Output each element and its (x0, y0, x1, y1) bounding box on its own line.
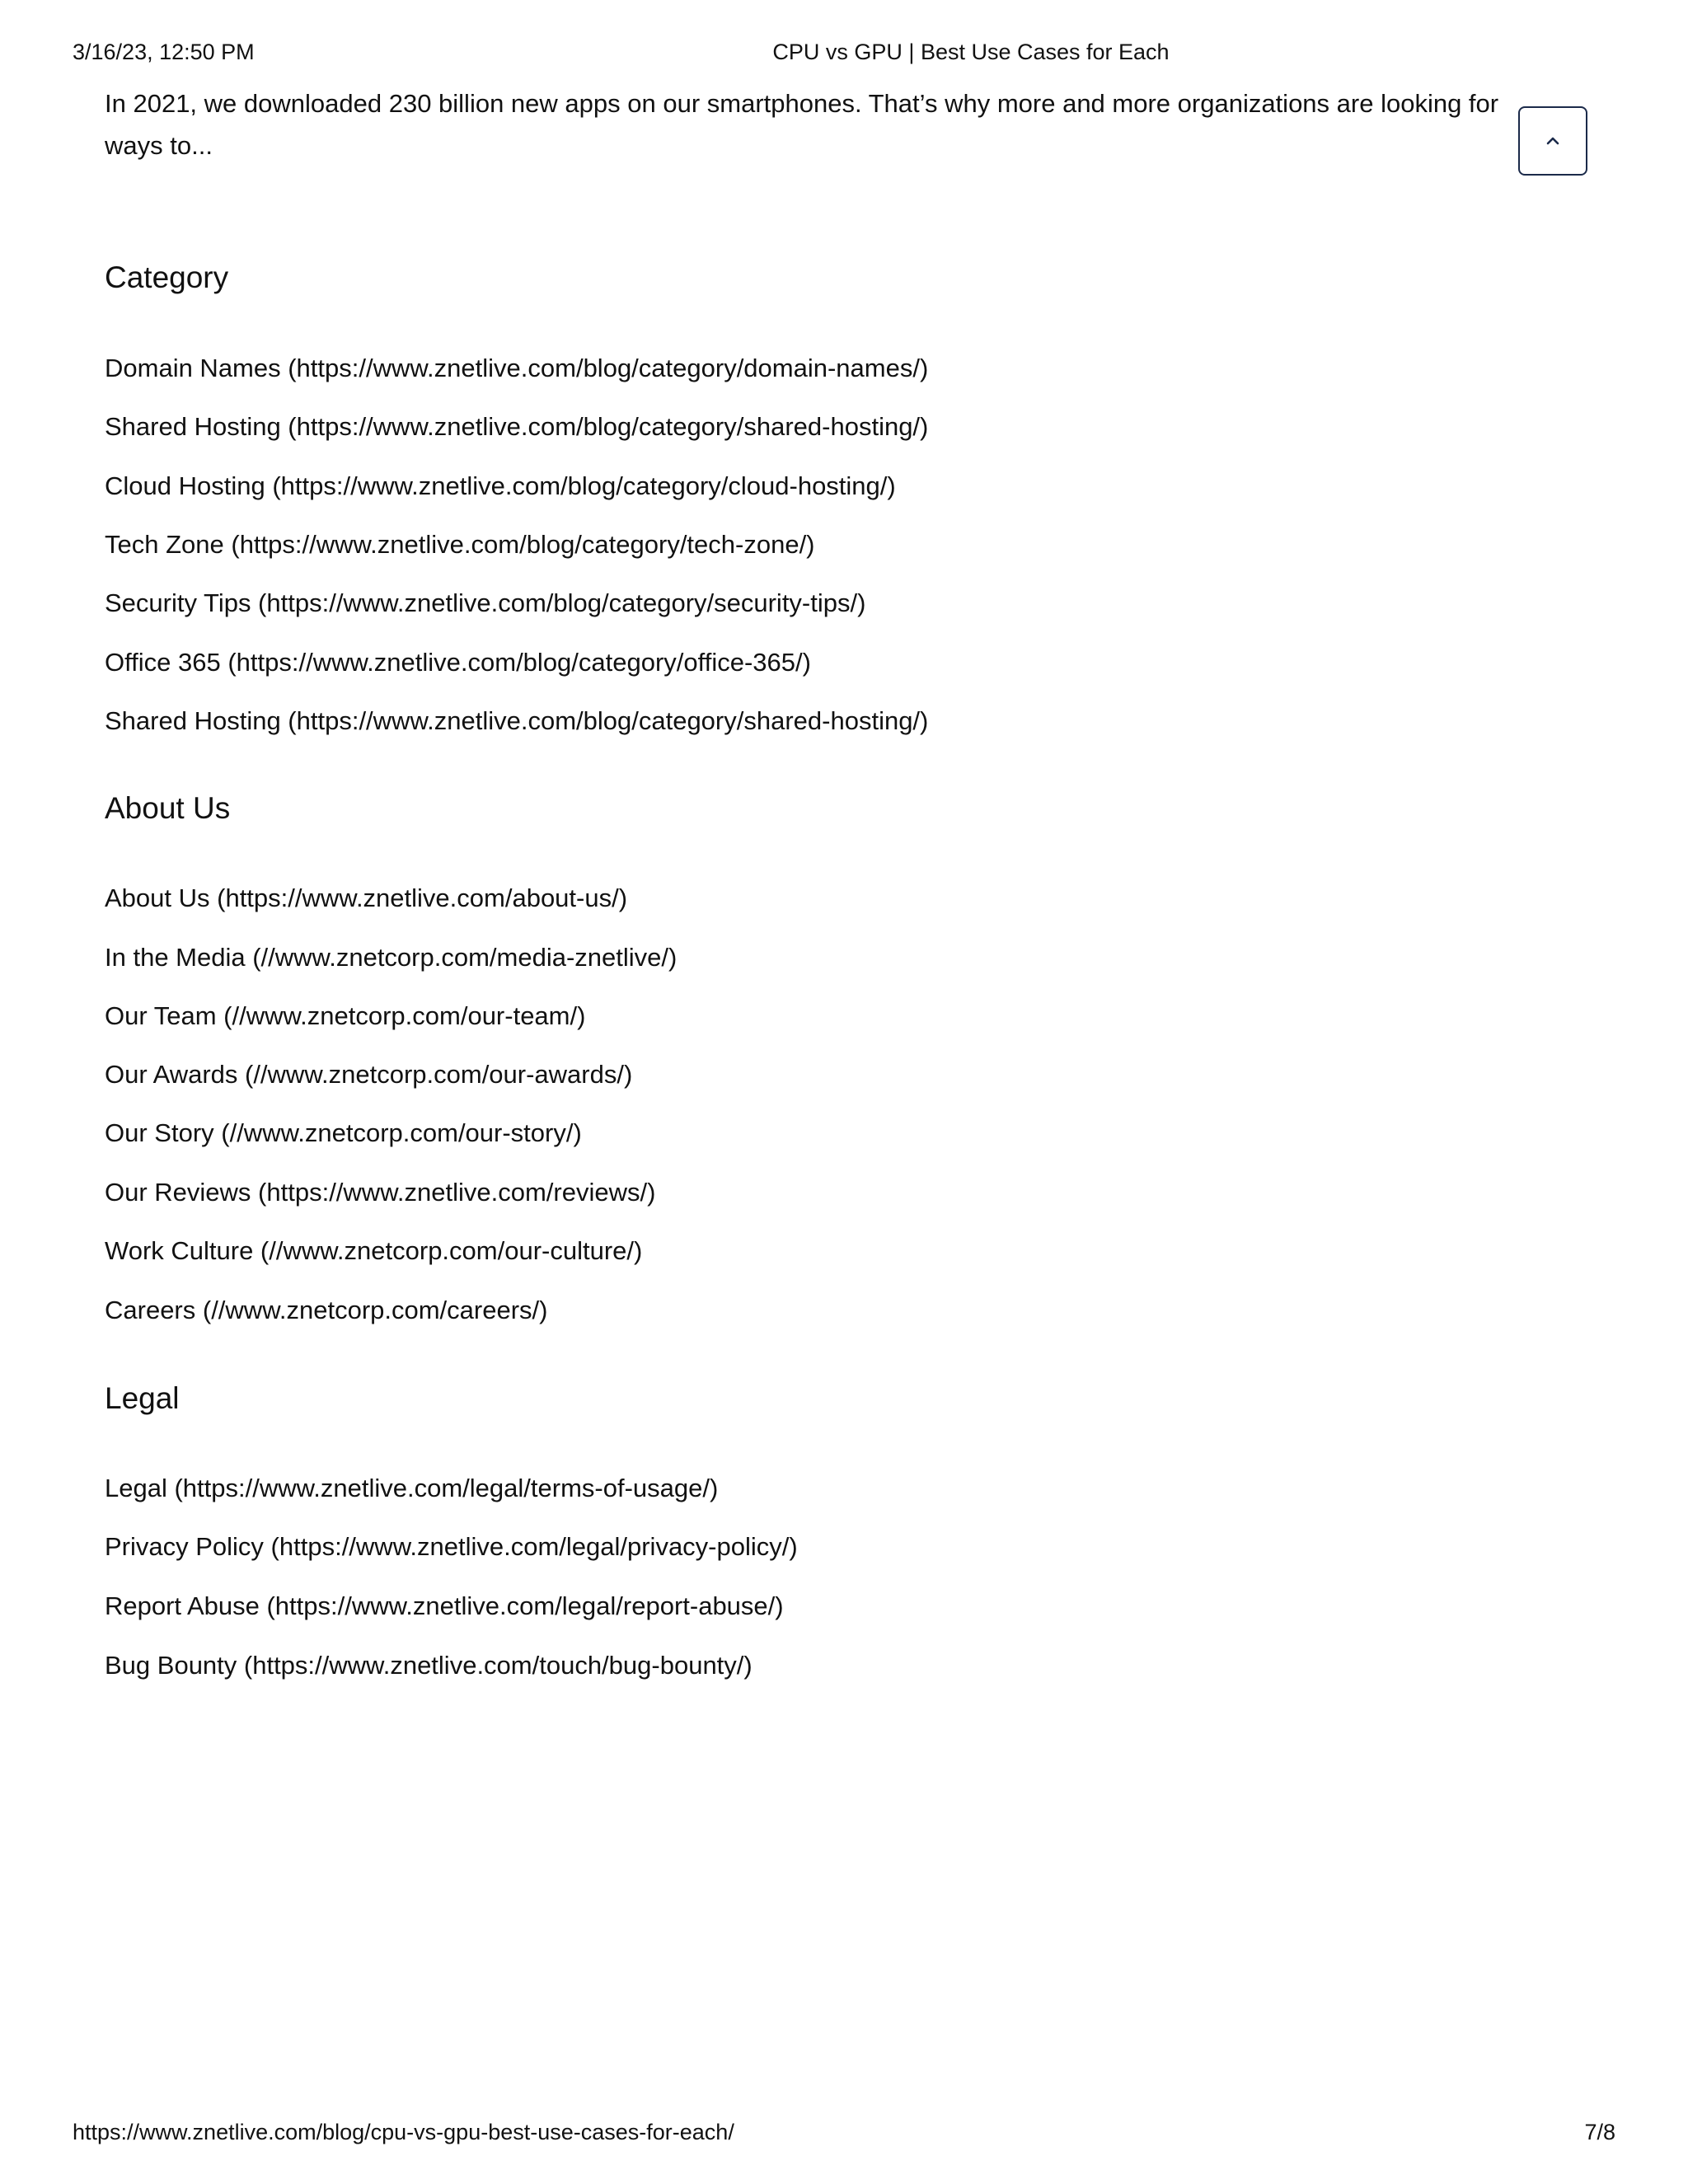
page-number: 7/8 (1584, 2120, 1615, 2144)
legal-heading: Legal (105, 1381, 180, 1415)
print-datetime: 3/16/23, 12:50 PM (73, 40, 255, 64)
category-link-shared-hosting[interactable]: Shared Hosting (https://www.znetlive.com/blog/category/shared-hosting/) (105, 412, 929, 441)
category-link-security-tips[interactable]: Security Tips (https://www.znetlive.com/blog/category/security-tips/) (105, 588, 866, 617)
print-url: https://www.znetlive.com/blog/cpu-vs-gpu-best-use-cases-for-each/ (73, 2120, 734, 2144)
about-link-our-story[interactable]: Our Story (//www.znetcorp.com/our-story/) (105, 1118, 582, 1147)
about-link-our-awards[interactable]: Our Awards (//www.znetcorp.com/our-awards/) (105, 1060, 633, 1089)
legal-link-report-abuse[interactable]: Report Abuse (https://www.znetlive.com/legal/report-abuse/) (105, 1591, 784, 1620)
about-link-our-team[interactable]: Our Team (//www.znetcorp.com/our-team/) (105, 1001, 586, 1030)
about-link-careers[interactable]: Careers (//www.znetcorp.com/careers/) (105, 1296, 548, 1324)
about-link-work-culture[interactable]: Work Culture (//www.znetcorp.com/our-culture/) (105, 1236, 643, 1265)
about-link-about-us[interactable]: About Us (https://www.znetlive.com/about-us/) (105, 883, 628, 912)
legal-link-terms[interactable]: Legal (https://www.znetlive.com/legal/terms-of-usage/) (105, 1474, 719, 1502)
about-heading: About Us (105, 791, 231, 825)
category-heading: Category (105, 260, 229, 294)
category-link-office-365[interactable]: Office 365 (https://www.znetlive.com/blog/category/office-365/) (105, 648, 811, 677)
category-link-domain-names[interactable]: Domain Names (https://www.znetlive.com/blog/category/domain-names/) (105, 354, 929, 382)
category-link-cloud-hosting[interactable]: Cloud Hosting (https://www.znetlive.com/blog/category/cloud-hosting/) (105, 471, 896, 500)
category-link-tech-zone[interactable]: Tech Zone (https://www.znetlive.com/blog/category/tech-zone/) (105, 530, 815, 559)
about-link-in-the-media[interactable]: In the Media (//www.znetcorp.com/media-znetlive/) (105, 943, 678, 972)
print-doc-title: CPU vs GPU | Best Use Cases for Each (772, 40, 1170, 64)
legal-link-bug-bounty[interactable]: Bug Bounty (https://www.znetlive.com/touch/bug-bounty/) (105, 1651, 753, 1680)
legal-link-privacy-policy[interactable]: Privacy Policy (https://www.znetlive.com/legal/privacy-policy/) (105, 1532, 798, 1561)
print-header (73, 40, 1615, 69)
article-excerpt: In 2021, we downloaded 230 billion new apps on our smartphones. That’s why more and more organizations are looking for ways to... (105, 89, 1499, 160)
scroll-to-top-button[interactable] (1518, 106, 1587, 176)
category-link-shared-hosting-2[interactable]: Shared Hosting (https://www.znetlive.com/blog/category/shared-hosting/) (105, 706, 929, 735)
chevron-up-icon (1543, 131, 1563, 151)
about-link-our-reviews[interactable]: Our Reviews (https://www.znetlive.com/reviews/) (105, 1178, 656, 1207)
